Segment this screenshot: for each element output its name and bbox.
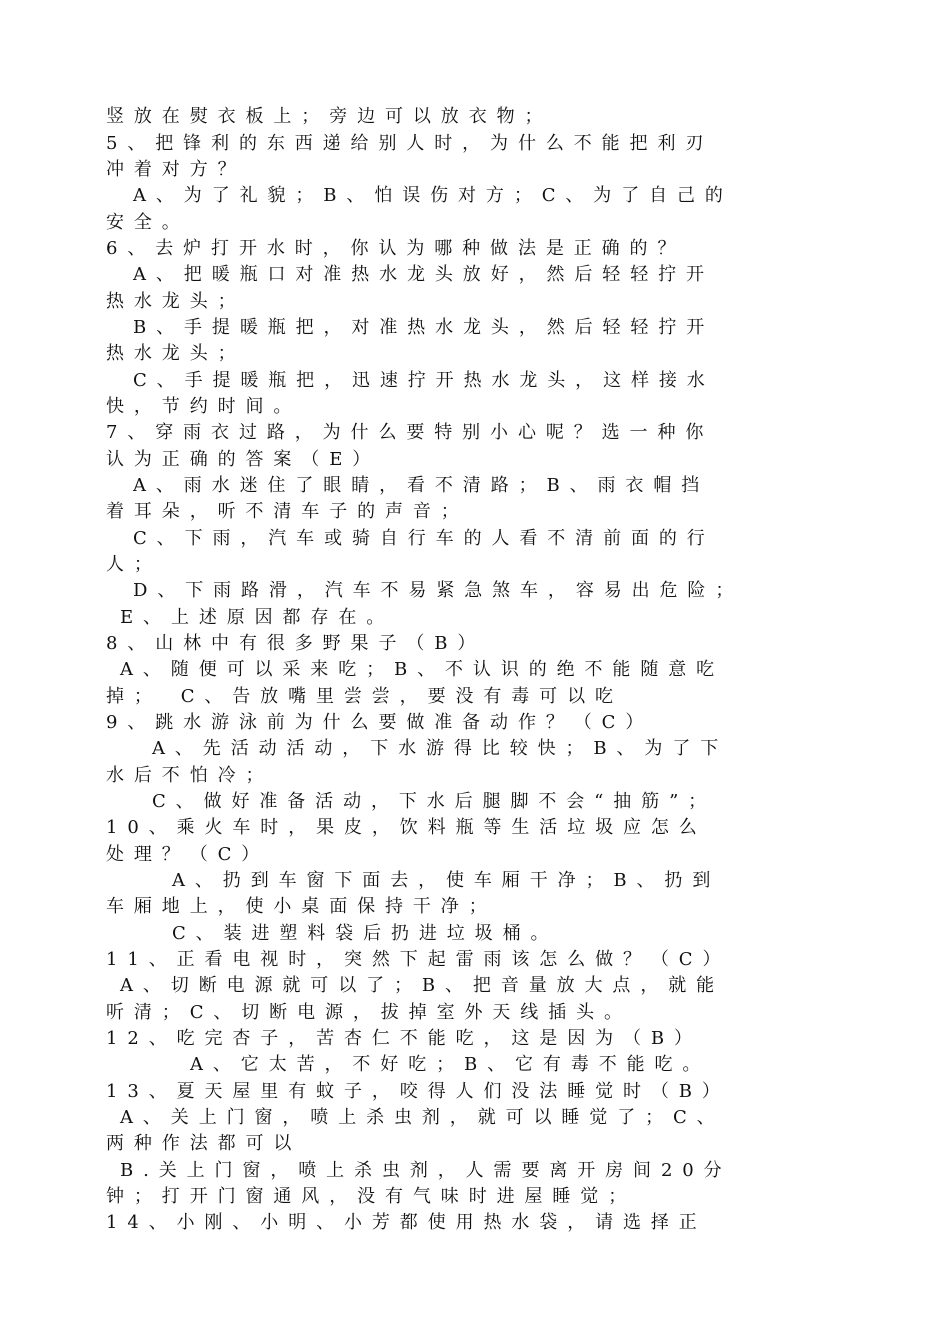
answer-option-a: A、把暖瓶口对准热水龙头放好，然后轻轻拧开 <box>133 264 714 285</box>
text-line: 竖放在熨衣板上；旁边可以放衣物； <box>106 106 553 127</box>
answer-options: A、它太苦，不好吃；B、它有毒不能吃。 <box>190 1054 711 1075</box>
answer-option-c: C、做好准备活动，下水后腿脚不会“抽筋”； <box>152 791 717 812</box>
text-line: 听清；C、切断电源，拔掉室外天线插头。 <box>106 1002 632 1023</box>
text-line: 人； <box>106 554 162 575</box>
answer-options: A、关上门窗，喷上杀虫剂，就可以睡觉了；C、 <box>120 1107 725 1128</box>
answer-options: A、为了礼貌；B、怕误伤对方；C、为了自己的 <box>133 185 733 206</box>
answer-option-b: B.关上门窗，喷上杀虫剂，人需要离开房间20分 <box>120 1160 732 1181</box>
question-12: 12、吃完杏子，苦杏仁不能吃，这是因为（B） <box>106 1028 702 1049</box>
question-9: 9、跳水游泳前为什么要做准备动作？（C） <box>106 712 654 733</box>
answer-options: A、随便可以采来吃；B、不认识的绝不能随意吃 <box>120 659 725 680</box>
text-line: 冲着对方？ <box>106 159 246 180</box>
text-line: 认为正确的答案（E） <box>106 449 381 470</box>
answer-option-d: D、下雨路滑，汽车不易紧急煞车，容易出危险； <box>133 580 744 601</box>
answer-options: A、扔到车窗下面去，使车厢干净；B、扔到 <box>172 870 721 891</box>
text-line: 热水龙头； <box>106 291 246 312</box>
text-line: 钟；打开门窗通风，没有气味时进屋睡觉； <box>106 1186 637 1207</box>
answer-options: A、先活动活动，下水游得比较快；B、为了下 <box>152 738 729 759</box>
answer-option-c: C、下雨，汽车或骑自行车的人看不清前面的行 <box>133 528 715 549</box>
text-line: 着耳朵，听不清车子的声音； <box>106 501 469 522</box>
question-5: 5、把锋利的东西递给别人时，为什么不能把利刃 <box>106 133 714 154</box>
answer-option-e: E、上述原因都存在。 <box>120 607 395 628</box>
question-10: 10、乘火车时，果皮，饮料瓶等生活垃圾应怎么 <box>106 817 707 838</box>
answer-option-c: C、装进塑料袋后扔进垃圾桶。 <box>172 923 559 944</box>
text-line: 两种作法都可以 <box>106 1133 302 1154</box>
question-7: 7、穿雨衣过路，为什么要特别小心呢？选一种你 <box>106 422 714 443</box>
answer-options: A、雨水迷住了眼睛，看不清路；B、雨衣帽挡 <box>133 475 710 496</box>
text-line: 车厢地上，使小桌面保持干净； <box>106 896 497 917</box>
answer-option-c: C、手提暖瓶把，迅速拧开热水龙头，这样接水 <box>133 370 715 391</box>
question-14: 14、小刚、小明、小芳都使用热水袋，请选择正 <box>106 1212 707 1233</box>
answer-option-b: B、手提暖瓶把，对准热水龙头，然后轻轻拧开 <box>133 317 715 338</box>
question-13: 13、夏天屋里有蚊子，咬得人们没法睡觉时（B） <box>106 1081 730 1102</box>
question-11: 11、正看电视时，突然下起雷雨该怎么做？（C） <box>106 949 731 970</box>
text-line: 热水龙头； <box>106 343 246 364</box>
question-6: 6、去炉打开水时，你认为哪种做法是正确的？ <box>106 238 686 259</box>
text-line: 快，节约时间。 <box>106 396 302 417</box>
answer-options: A、切断电源就可以了；B、把音量放大点，就能 <box>120 975 725 996</box>
text-line: 掉； C、告放嘴里尝尝，要没有毒可以吃 <box>106 686 623 707</box>
text-line: 安全。 <box>106 212 190 233</box>
question-8: 8、山林中有很多野果子（B） <box>106 633 486 654</box>
text-line: 水后不怕冷； <box>106 765 274 786</box>
text-line: 处理？（C） <box>106 844 270 865</box>
